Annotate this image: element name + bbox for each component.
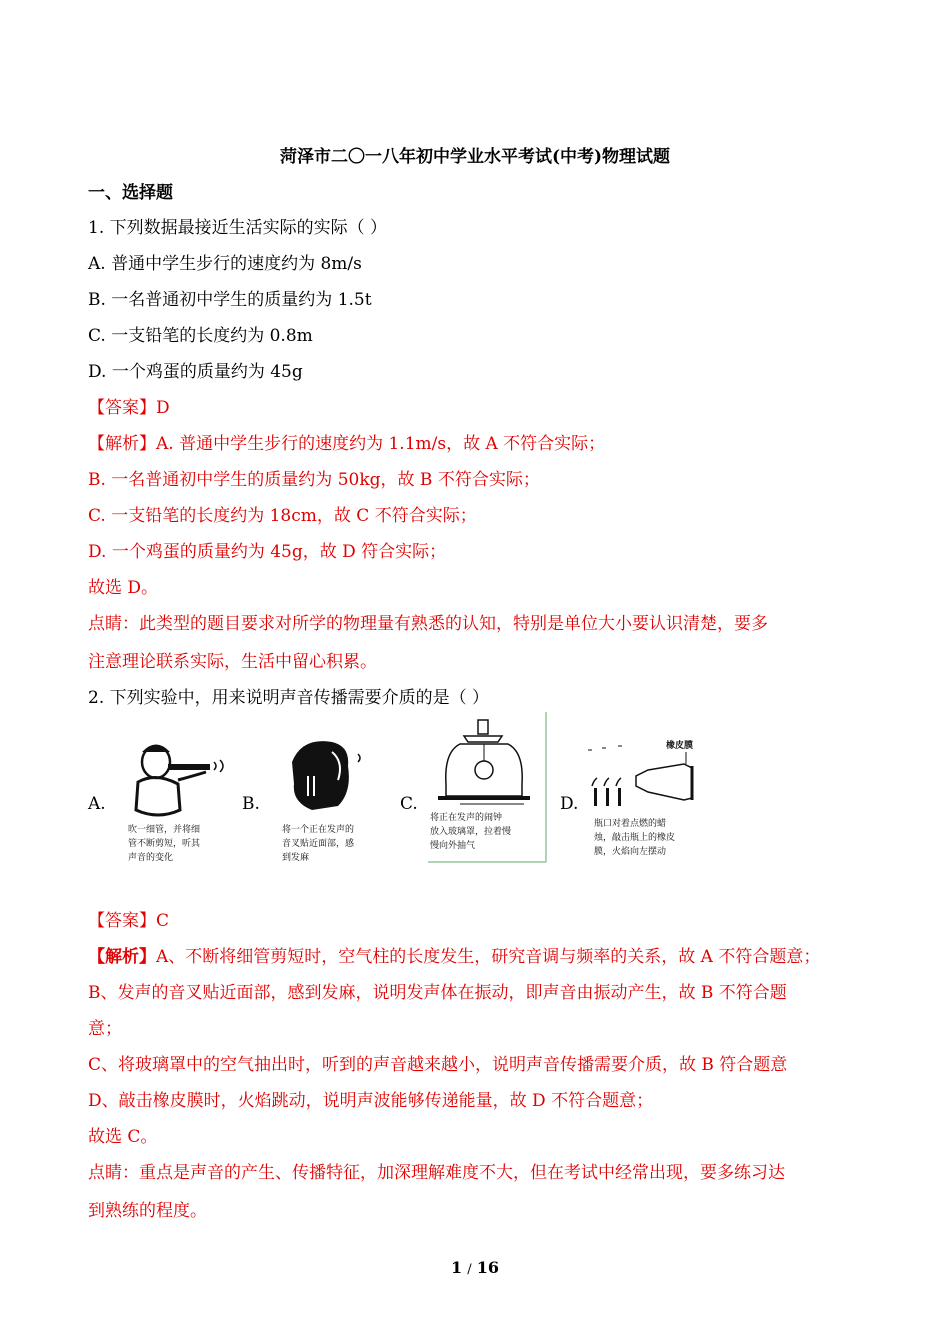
figure-c-caption-3: 慢向外抽气 (430, 841, 476, 851)
page-title: 菏泽市二〇一八年初中学业水平考试(中考)物理试题 (279, 147, 671, 167)
figure-a-caption-3: 声音的变化 (128, 853, 174, 863)
total-pages: 16 (476, 1258, 499, 1277)
q1-comment: 点睛：此类型的题目要求对所学的物理量有熟悉的认知，特别是单位大小要认识清楚，要多 (88, 614, 768, 634)
analysis-label: 【解析】 (88, 434, 156, 454)
q1-answer (88, 393, 170, 418)
q2-figure-row (88, 712, 788, 872)
q2-figure-b (272, 732, 402, 876)
q1-option-c: C. 一支铅笔的长度约为 0.8m (88, 326, 313, 346)
answer-value: C (156, 911, 170, 931)
q1-stem: 1. 下列数据最接近生活实际的实际（ ） (88, 218, 388, 238)
q2-figure-c (424, 712, 549, 874)
tuning-fork-face-illustration (272, 732, 402, 872)
figure-a-caption-1: 吹一细管，并将细 (128, 825, 201, 835)
figure-b-caption-1: 将一个正在发声的 (282, 825, 355, 835)
current-page: 1 (451, 1258, 463, 1277)
figure-c-caption-1: 将正在发声的闹钟 (430, 813, 503, 823)
analysis-label: 【解析】 (88, 947, 156, 967)
q2-figure-d (588, 734, 718, 878)
q1-analysis-line: D. 一个鸡蛋的质量约为 45g，故 D 符合实际； (88, 542, 447, 562)
figure-c-caption-2: 放入玻璃罩，拉着慢 (430, 827, 512, 837)
bell-jar-vacuum-illustration (424, 712, 549, 870)
q2-figure-a (118, 732, 248, 876)
q1-analysis-line: B. 一名普通初中学生的质量约为 50kg，故 B 不符合实际； (88, 470, 540, 490)
q1-option-b: B. 一名普通初中学生的质量约为 1.5t (88, 290, 372, 310)
figure-b-caption-3: 到发麻 (282, 853, 310, 863)
q2-analysis-line: B、发声的音叉贴近面部，感到发麻，说明发声体在振动，即声音由振动产生，故 B 不符合题 (88, 983, 787, 1003)
q2-option-d-letter: D. (560, 794, 579, 814)
person-blowing-tube-illustration (118, 732, 248, 872)
figure-d-caption-1: 瓶口对着点燃的蜡 (594, 819, 667, 829)
q2-comment: 到熟练的程度。 (88, 1201, 207, 1221)
analysis-text: A. 普通中学生步行的速度约为 1.1m/s，故 A 不符合实际； (156, 434, 606, 454)
section-heading: 一、选择题 (88, 183, 173, 203)
page-number (0, 1258, 950, 1277)
q2-stem: 2. 下列实验中，用来说明声音传播需要介质的是（ ） (88, 688, 490, 708)
figure-b-caption-2: 音叉贴近面部，感 (282, 839, 355, 849)
membrane-label: 橡皮膜 (666, 741, 694, 751)
q2-analysis-line: C、将玻璃罩中的空气抽出时，听到的声音越来越小，说明声音传播需要介质，故 B 符合题意 (88, 1055, 788, 1075)
q1-option-d: D. 一个鸡蛋的质量约为 45g (88, 362, 303, 382)
q1-option-a: A. 普通中学生步行的速度约为 8m/s (88, 254, 362, 274)
q2-option-a-letter: A. (88, 794, 106, 814)
figure-d-caption-2: 烛，敲击瓶上的橡皮 (594, 833, 676, 843)
q1-analysis (88, 429, 605, 454)
figure-d-caption-3: 膜，火焰向左摆动 (594, 847, 667, 857)
q2-option-b-letter: B. (242, 794, 260, 814)
candle-bottle-membrane-illustration (588, 734, 718, 874)
q2-analysis-line: D、敲击橡皮膜时，火焰跳动，说明声波能够传递能量，故 D 不符合题意； (88, 1091, 654, 1111)
answer-label: 【答案】 (88, 911, 156, 931)
q2-option-c-letter: C. (400, 794, 418, 814)
q2-comment: 点睛：重点是声音的产生、传播特征，加深理解难度不大，但在考试中经常出现，要多练习达 (88, 1163, 785, 1183)
page-separator: / (467, 1262, 472, 1277)
q1-analysis-line: 故选 D。 (88, 578, 159, 598)
q2-analysis-line: 意； (88, 1019, 122, 1039)
q1-comment: 注意理论联系实际，生活中留心积累。 (88, 652, 377, 672)
answer-value: D (156, 398, 170, 418)
analysis-text: A、不断将细管剪短时，空气柱的长度发生，研究音调与频率的关系，故 A 不符合题意； (156, 947, 821, 967)
q2-analysis (88, 942, 820, 967)
q2-analysis-line: 故选 C。 (88, 1127, 158, 1147)
q2-answer (88, 906, 169, 931)
q1-analysis-line: C. 一支铅笔的长度约为 18cm，故 C 不符合实际； (88, 506, 477, 526)
figure-a-caption-2: 管不断剪短，听其 (128, 839, 201, 849)
answer-label: 【答案】 (88, 398, 156, 418)
